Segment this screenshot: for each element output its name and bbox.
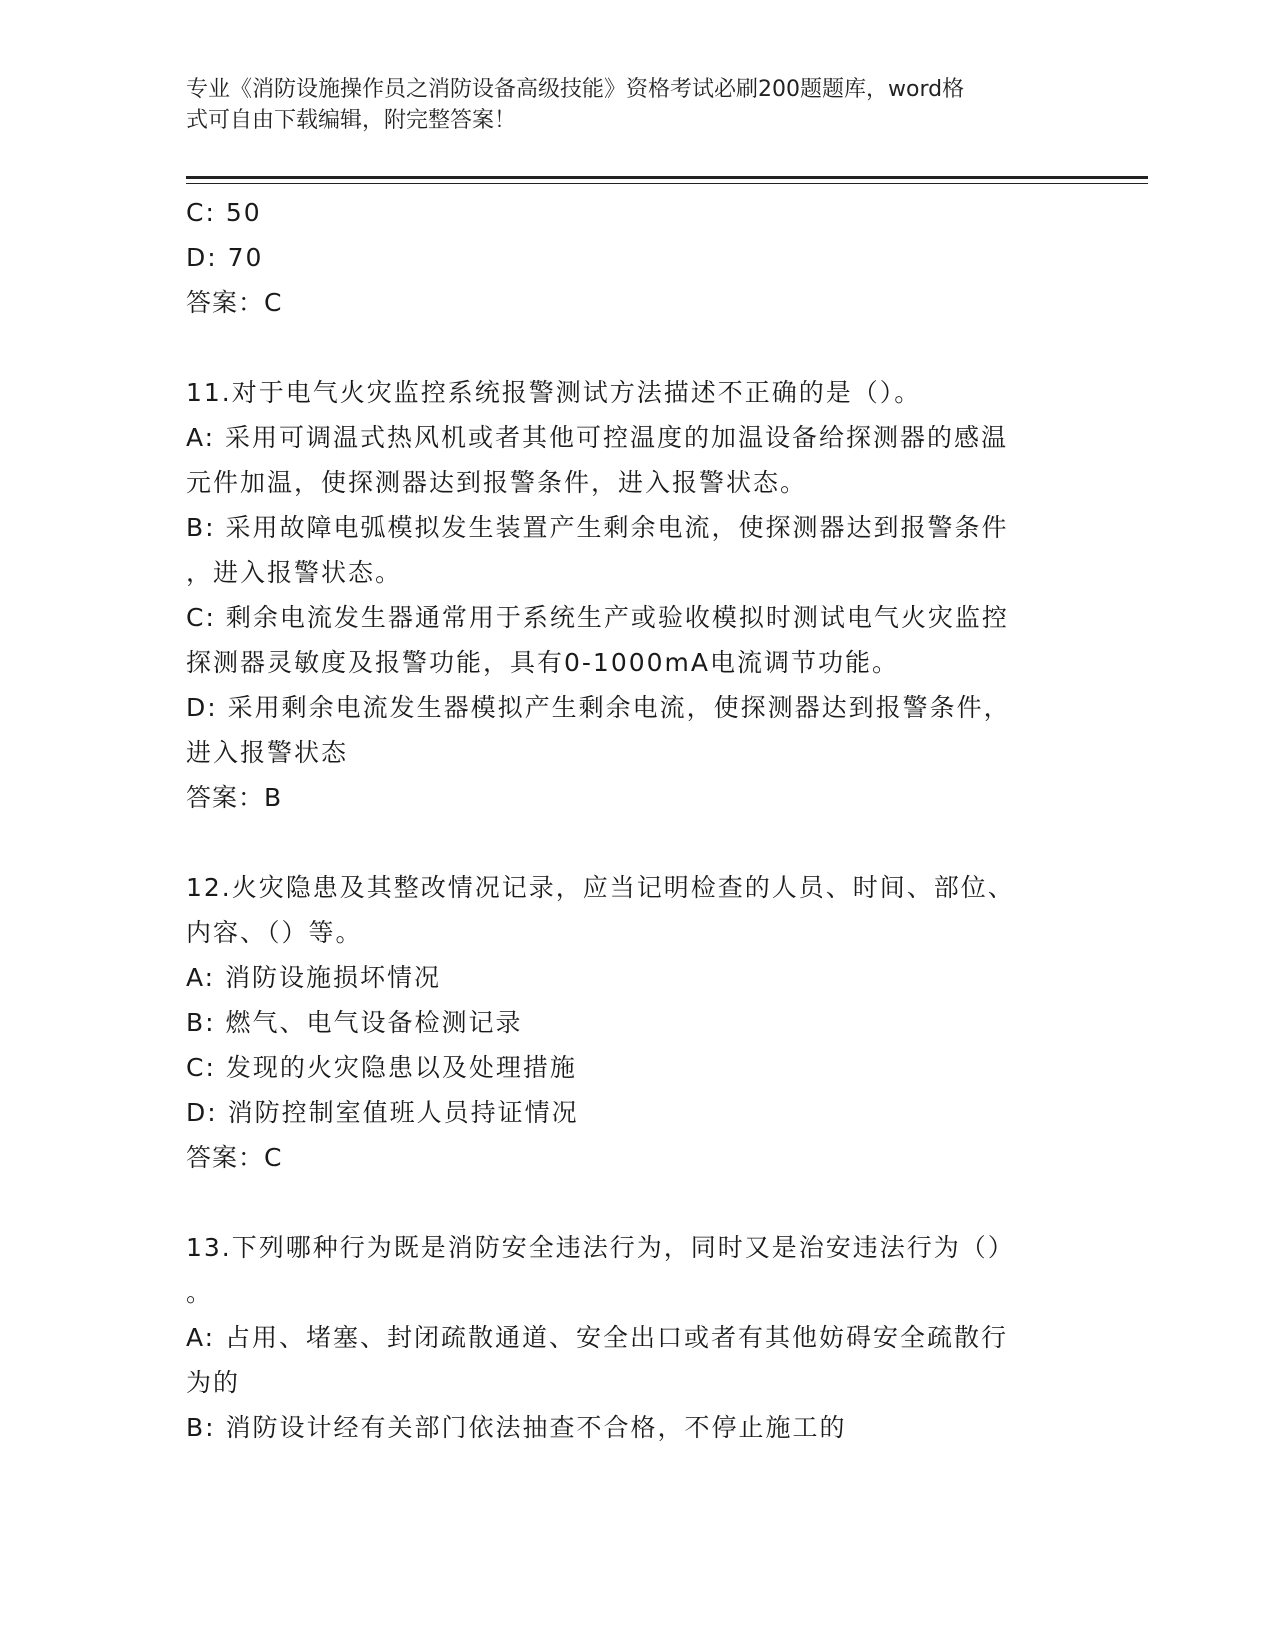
option-c: C: 发现的火灾隐患以及处理措施 bbox=[186, 1053, 577, 1082]
header-line-1: 专业《消防设施操作员之消防设备高级技能》资格考试必刷200题题库，word格 bbox=[186, 77, 965, 102]
header-line-2: 式可自由下载编辑，附完整答案！ bbox=[186, 108, 517, 133]
question-13 bbox=[186, 1225, 1066, 1450]
option-c: C: 50 bbox=[186, 198, 262, 227]
question-stem-line-2: 内容、（）等。 bbox=[186, 918, 363, 947]
answer-line: 答案：C bbox=[186, 1143, 283, 1172]
option-a-line-2: 为的 bbox=[186, 1368, 241, 1397]
option-a-line-2: 元件加温，使探测器达到报警条件，进入报警状态。 bbox=[186, 468, 808, 497]
question-stem-line-1: 13.下列哪种行为既是消防安全违法行为，同时又是治安违法行为（） bbox=[186, 1233, 1015, 1262]
option-d-line-2: 进入报警状态 bbox=[186, 738, 349, 767]
option-b-line-2: ，进入报警状态。 bbox=[186, 558, 403, 587]
option-d-line-1: D: 采用剩余电流发生器模拟产生剩余电流，使探测器达到报警条件， bbox=[186, 693, 1011, 722]
question-stem: 11.对于电气火灾监控系统报警测试方法描述不正确的是（）。 bbox=[186, 378, 922, 407]
option-c-line-1: C: 剩余电流发生器通常用于系统生产或验收模拟时测试电气火灾监控 bbox=[186, 603, 1009, 632]
header-divider-thick bbox=[186, 176, 1148, 179]
page-header bbox=[186, 74, 1066, 136]
option-a-line-1: A: 采用可调温式热风机或者其他可控温度的加温设备给探测器的感温 bbox=[186, 423, 1009, 452]
question-11 bbox=[186, 370, 1066, 820]
option-b: B: 燃气、电气设备检测记录 bbox=[186, 1008, 523, 1037]
header-divider-thin bbox=[186, 183, 1148, 184]
question-stem-line-2: 。 bbox=[186, 1278, 214, 1307]
option-d: D: 70 bbox=[186, 243, 264, 272]
option-d: D: 消防控制室值班人员持证情况 bbox=[186, 1098, 579, 1127]
question-stem-line-1: 12.火灾隐患及其整改情况记录，应当记明检查的人员、时间、部位、 bbox=[186, 873, 1015, 902]
document-body bbox=[186, 190, 1066, 1450]
answer-line: 答案：B bbox=[186, 783, 283, 812]
question-12 bbox=[186, 865, 1066, 1180]
option-a: A: 消防设施损坏情况 bbox=[186, 963, 442, 992]
option-b: B: 消防设计经有关部门依法抽查不合格，不停止施工的 bbox=[186, 1413, 847, 1442]
prev-question-tail bbox=[186, 190, 1066, 325]
option-c-line-2: 探测器灵敏度及报警功能，具有0-1000mA电流调节功能。 bbox=[186, 648, 900, 677]
option-a-line-1: A: 占用、堵塞、封闭疏散通道、安全出口或者有其他妨碍安全疏散行 bbox=[186, 1323, 1009, 1352]
answer-line: 答案：C bbox=[186, 288, 283, 317]
option-b-line-1: B: 采用故障电弧模拟发生装置产生剩余电流，使探测器达到报警条件 bbox=[186, 513, 1009, 542]
